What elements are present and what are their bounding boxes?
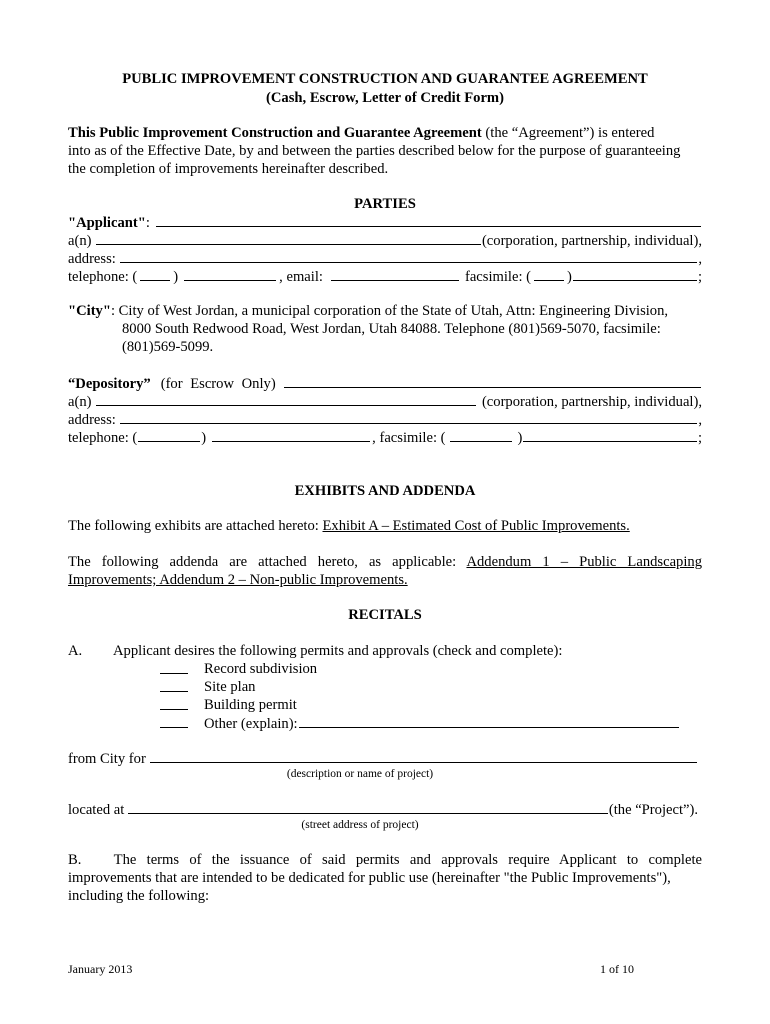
option-site-plan <box>160 678 700 696</box>
recital-a-label: A. <box>68 643 83 659</box>
depository-fax-area-field[interactable] <box>450 428 512 442</box>
applicant-phone-area-field[interactable] <box>140 267 170 281</box>
intro-line-3: the completion of improvements hereinafter described. <box>68 161 389 177</box>
depository-phone-field[interactable] <box>212 428 370 442</box>
depository-address-label: address: <box>68 412 116 428</box>
exhibits-lead: The following exhibits are attached hereto: <box>68 518 323 534</box>
applicant-fax-area-field[interactable] <box>534 267 564 281</box>
parties-heading: PARTIES <box>354 196 416 212</box>
applicant-address-comma: , <box>698 251 702 267</box>
applicant-name-field[interactable] <box>156 213 701 227</box>
intro-line-1 <box>68 124 702 142</box>
document-subtitle: (Cash, Escrow, Letter of Credit Form) <box>266 90 504 106</box>
applicant-facsimile-label: facsimile: ( <box>464 269 532 285</box>
depository-entity-row <box>68 392 702 410</box>
city-line-1-text: : City of West Jordan, a municipal corporation of the State of Utah, Attn: Engineering Division, <box>110 303 669 319</box>
depository-contact-semicolon: ; <box>697 430 702 446</box>
option-checkbox[interactable] <box>160 696 188 710</box>
option-checkbox[interactable] <box>160 714 188 728</box>
recitals-heading: RECITALS <box>348 607 422 623</box>
applicant-email-label: , email: <box>279 269 323 285</box>
recital-b-line-3: including the following: <box>68 888 210 904</box>
addenda-line-2: Improvements; Addendum 2 – Non-public Improvements. <box>68 572 408 588</box>
city-label: "City" <box>68 303 111 319</box>
depository-fax-field[interactable] <box>523 428 697 442</box>
depository-an-label: a(n) <box>68 394 92 410</box>
depository-name-field[interactable] <box>284 374 701 388</box>
depository-address-field[interactable] <box>120 410 698 424</box>
recital-a-row <box>68 642 702 660</box>
recital-b-label: B. <box>68 852 82 868</box>
option-label: Record subdivision <box>204 661 318 677</box>
applicant-entity-row <box>68 231 702 249</box>
applicant-colon: : <box>145 215 150 231</box>
city-line-2: 8000 South Redwood Road, West Jordan, Utah 84088. Telephone (801)569-5070, facsimile: <box>122 321 661 337</box>
exhibit-a-link: Exhibit A – Estimated Cost of Public Improvements. <box>322 518 630 534</box>
applicant-contact-row <box>68 267 702 285</box>
depository-entity-field[interactable] <box>96 392 476 406</box>
intro-line-2: into as of the Effective Date, by and between the parties described below for the purpose of guaranteeing <box>68 143 681 159</box>
recital-b-line-1 <box>68 851 702 869</box>
applicant-email-field[interactable] <box>331 267 459 281</box>
option-checkbox[interactable] <box>160 660 188 674</box>
option-label: Site plan <box>204 679 256 695</box>
project-suffix: (the “Project”). <box>608 802 698 818</box>
depository-fax-paren: ) <box>517 430 523 446</box>
depository-address-comma: , <box>698 412 702 428</box>
option-label: Building permit <box>204 697 297 713</box>
city-line-3: (801)569-5099. <box>122 339 214 355</box>
project-description-caption: (description or name of project) <box>286 768 434 780</box>
depository-phone-paren: ) <box>201 430 207 446</box>
applicant-address-label: address: <box>68 251 116 267</box>
applicant-entity-field[interactable] <box>96 231 481 245</box>
depository-row <box>68 374 702 392</box>
footer-date: January 2013 <box>68 962 133 976</box>
applicant-telephone-label: telephone: ( <box>68 269 138 285</box>
exhibits-line <box>68 517 702 535</box>
option-building-permit <box>160 696 700 714</box>
recital-a-text: Applicant desires the following permits and approvals (check and complete): <box>113 643 563 659</box>
located-at-label: located at <box>68 802 125 818</box>
option-checkbox[interactable] <box>160 678 188 692</box>
applicant-fax-paren: ) <box>567 269 572 285</box>
depository-telephone-label: telephone: ( <box>68 430 138 446</box>
footer-page-number: 1 of 10 <box>600 962 634 976</box>
applicant-row <box>68 213 702 231</box>
project-address-field[interactable] <box>128 800 608 814</box>
document-title: PUBLIC IMPROVEMENT CONSTRUCTION AND GUARANTEE AGREEMENT <box>122 71 648 87</box>
recital-b-text-1: The terms of the issuance of said permits and approvals require Applicant to complete <box>113 852 702 868</box>
option-other <box>160 714 680 732</box>
depository-label: “Depository” <box>68 376 151 392</box>
applicant-address-row <box>68 249 702 267</box>
intro-bold-lead: This Public Improvement Construction and Guarantee Agreement <box>68 125 482 141</box>
project-address-caption: (street address of project) <box>301 819 419 831</box>
from-city-label: from City for <box>68 751 146 767</box>
project-description-field[interactable] <box>150 749 697 763</box>
depository-contact-row <box>68 428 702 446</box>
city-line-1 <box>68 302 702 320</box>
applicant-fax-field[interactable] <box>573 267 697 281</box>
other-explain-field[interactable] <box>299 714 679 728</box>
option-record-subdivision <box>160 660 700 678</box>
depository-address-row <box>68 410 702 428</box>
addenda-line-1 <box>68 553 702 571</box>
exhibits-heading: EXHIBITS AND ADDENDA <box>294 483 476 499</box>
recital-b-line-2: improvements that are intended to be dedicated for public use (hereinafter "the Public Improvements"), <box>68 870 671 886</box>
option-label: Other (explain): <box>204 716 298 732</box>
applicant-an-label: a(n) <box>68 233 92 249</box>
depository-note: (for Escrow Only) <box>160 376 276 392</box>
applicant-label: "Applicant" <box>68 215 146 231</box>
applicant-address-field[interactable] <box>120 249 698 263</box>
depository-facsimile-label: , facsimile: ( <box>372 430 446 446</box>
addendum-1: Addendum 1 – Public Landscaping <box>466 554 703 570</box>
applicant-phone-field[interactable] <box>184 267 276 281</box>
applicant-phone-paren: ) <box>173 269 179 285</box>
depository-entity-types: (corporation, partnership, individual), <box>481 394 702 410</box>
depository-phone-area-field[interactable] <box>138 428 200 442</box>
applicant-contact-semicolon: ; <box>697 269 702 285</box>
intro-line-1-rest: (the “Agreement”) is entered <box>481 125 655 141</box>
addenda-lead: The following addenda are attached hereto, as applicable: <box>68 554 467 570</box>
applicant-entity-types: (corporation, partnership, individual), <box>481 233 702 249</box>
